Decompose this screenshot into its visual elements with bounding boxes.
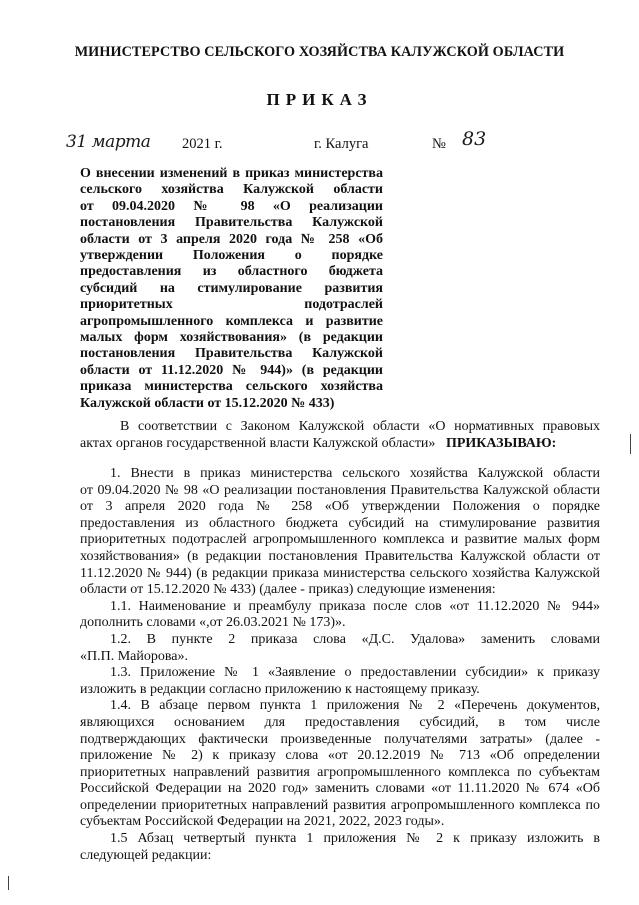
subject-block [80,166,383,412]
body-line: являющихся основанием для предоставления субсидий, в том числе [80,714,600,730]
subject-line: агропромышленного комплекса и развитие [80,313,383,329]
body-line: 11.12.2020 № 944) (в редакции приказа министерства сельского хозяйства Калужской [80,565,600,581]
document-type: ПРИКАЗ [266,90,373,109]
body-line: 1.3. Приложение № 1 «Заявление о предоставлении субсидии» к приказу [110,665,600,681]
preamble [80,419,600,452]
body-line: дополнить словами «,от 26.03.2021 № 173)». [80,615,346,631]
body-line: субъектам Российской Федерации на 2021, 2022, 2023 годы». [80,814,445,830]
body-line: определении приоритетных направлений развития агропромышленного комплекса по [80,797,600,813]
subject-line: сельского хозяйства Калужской области [80,182,383,198]
body-line: 1.2. В пункте 2 приказа слова «Д.С. Удалова» заменить словами [110,631,600,647]
body-line: приложение № 2) к приказу слова «от 20.12.2019 № 713 «Об определении [80,748,600,764]
subject-line: утверждении Положения о порядке [80,248,383,264]
scan-margin-mark [630,434,631,454]
body-line: приоритетных подотраслей агропромышленного комплекса и развитие малых форм [80,532,600,548]
body-line: 1.5 Абзац четвертый пункта 1 приложения № 2 к приказу изложить в [110,831,600,847]
body-line: изложить в редакции согласно приложению к настоящему приказу. [80,681,480,697]
body-line: 1.4. В абзаце первом пункта 1 приложения № 2 «Перечень документов, [110,698,600,714]
scan-margin-mark [8,876,9,890]
city: г. Калуга [314,136,369,152]
body-line: подтверждающих фактически произведенные получателями затраты» (далее - [80,731,600,747]
body-line: предоставления из областного бюджета субсидий на стимулирование развития [80,515,600,531]
subject-line: субсидий на стимулирование развития [80,280,383,296]
subject-line: предоставления из областного бюджета [80,264,383,280]
decree-word: ПРИКАЗЫВАЮ: [445,435,557,451]
body-text [80,466,600,864]
subject-line: О внесении изменений в приказ министерства [80,166,383,181]
date-year: 2021 г. [182,136,223,152]
subject-line: малых форм хозяйствования» (в редакции [80,330,383,346]
preamble-line-2 [80,436,600,453]
subject-line: области от 11.12.2020 № 944)» (в редакции [80,362,383,378]
ministry-name: МИНИСТЕРСТВО СЕЛЬСКОГО ХОЗЯЙСТВА КАЛУЖСКОЙ ОБЛАСТИ [74,44,565,60]
number-sign: № [432,136,446,152]
body-line: от 09.04.2020 № 98 «О реализации постановления Правительства Калужской области [80,482,600,498]
handwritten-date: 31 марта [66,132,151,152]
subject-line: приказа министерства сельского хозяйства [80,379,383,395]
subject-line: области от 3 апреля 2020 года № 258 «Об [80,231,383,247]
preamble-line: В соответствии с Законом Калужской области «О нормативных правовых [120,419,600,434]
body-line: Российской Федерации на 2020 год» заменить словами «от 11.11.2020 № 674 «Об [80,781,600,797]
subject-line: постановления Правительства Калужской [80,346,383,362]
body-line: хозяйствования» (в редакции постановления Правительства Калужской области от [80,548,600,564]
body-line: области от 15.12.2020 № 433) (далее - приказ) следующие изменения: [80,582,496,598]
handwritten-number: 83 [462,128,487,150]
subject-line: Калужской области от 15.12.2020 № 433) [80,395,335,411]
body-line: от 3 апреля 2020 года № 258 «Об утверждении Положения о порядке [80,499,600,515]
date-number-line [66,128,626,160]
subject-line: постановления Правительства Калужской [80,215,383,231]
body-line: «П.П. Майорова». [80,648,189,664]
subject-line: приоритетных подотраслей [80,297,383,313]
body-line: следующей редакции: [80,847,212,863]
subject-line: от 09.04.2020 № 98 «О реализации [80,198,383,214]
preamble-text: актах органов государственной власти Калужской области» [80,435,436,451]
body-line: 1. Внести в приказ министерства сельского хозяйства Калужской области [110,466,600,481]
body-line: 1.1. Наименование и преамбулу приказа после слов «от 11.12.2020 № 944» [110,598,600,614]
body-line: приоритетных направлений развития агропромышленного комплекса по субъектам [80,764,600,780]
